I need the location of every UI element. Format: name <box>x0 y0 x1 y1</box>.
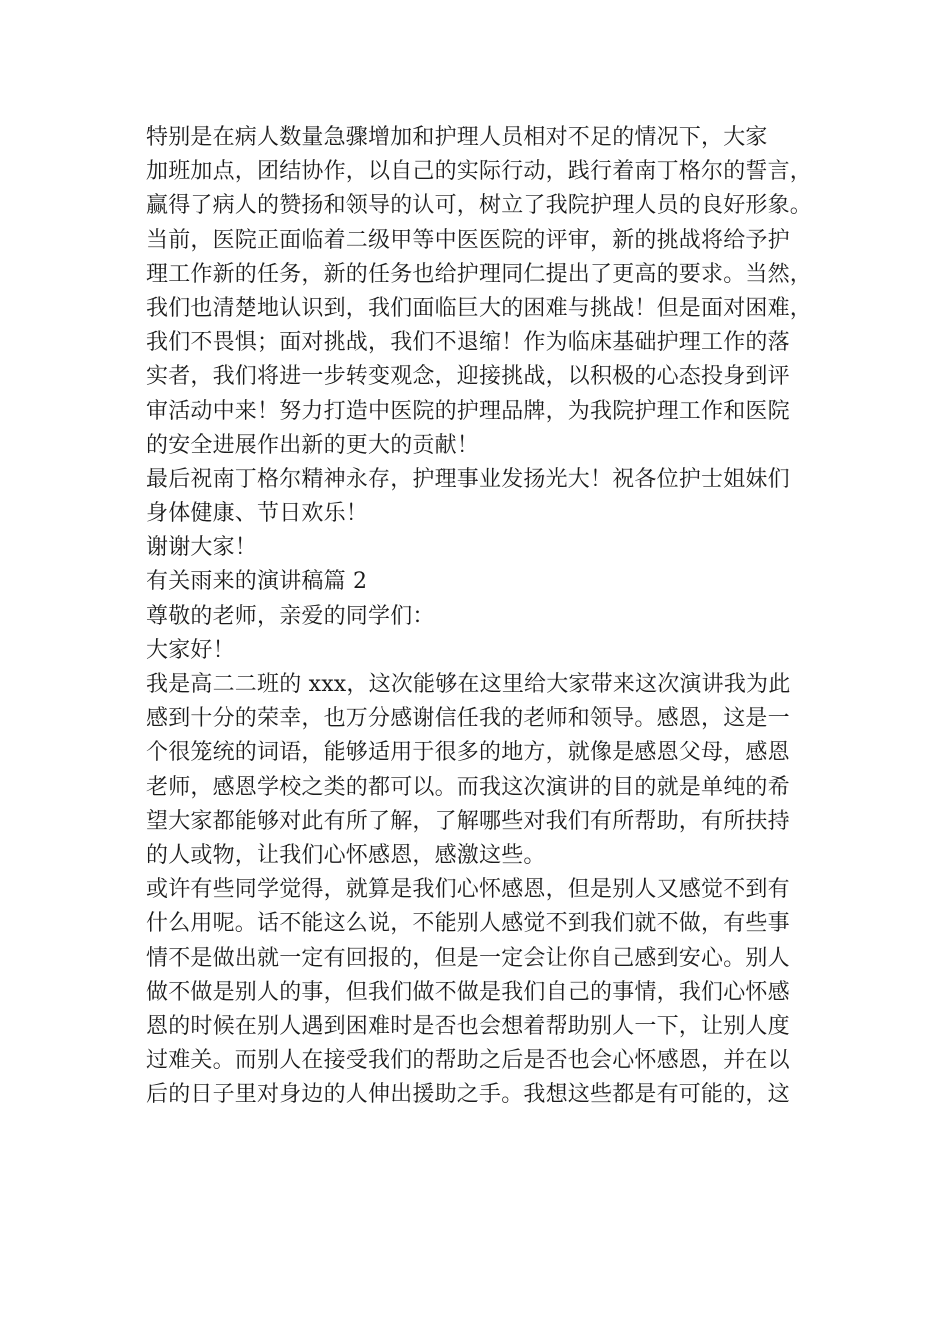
text-line: 的安全进展作出新的更大的贡献！ <box>146 432 480 458</box>
text-line: 做不做是别人的事，但我们做不做是我们自己的事情，我们心怀感 <box>146 979 790 1005</box>
text-line: 什么用呢。话不能这么说，不能别人感觉不到我们就不做，有些事 <box>146 911 790 937</box>
text-line: 情不是做出就一定有回报的，但是一定会让你自己感到安心。别人 <box>146 945 790 971</box>
text-line: 我是高二二班的 xxx，这次能够在这里给大家带来这次演讲我为此 <box>146 672 791 697</box>
text-line: 老师，感恩学校之类的都可以。而我这次演讲的目的就是单纯的希 <box>146 774 790 800</box>
text-line: 当前，医院正面临着二级甲等中医医院的评审，新的挑战将给予护 <box>146 227 790 253</box>
text-line: 理工作新的任务，新的任务也给护理同仁提出了更高的要求。当然， <box>146 261 813 287</box>
text-line: 大家好！ <box>146 637 235 663</box>
text-line: 特别是在病人数量急骤增加和护理人员相对不足的情况下，大家 <box>146 125 768 150</box>
text-line: 实者，我们将进一步转变观念，迎接挑战，以积极的心态投身到评 <box>146 364 790 390</box>
text-line: 赢得了病人的赞扬和领导的认可，树立了我院护理人员的良好形象。 <box>146 193 813 219</box>
document-body <box>146 121 836 1112</box>
text-line: 加班加点，团结协作，以自己的实际行动，践行着南丁格尔的誓言， <box>146 159 813 185</box>
text-line: 或许有些同学觉得，就算是我们心怀感恩，但是别人又感觉不到有 <box>146 877 790 903</box>
text-line: 审活动中来！努力打造中医院的护理品牌，为我院护理工作和医院 <box>146 398 790 424</box>
text-line: 后的日子里对身边的人伸出援助之手。我想这些都是有可能的，这 <box>146 1082 790 1108</box>
text-line: 最后祝南丁格尔精神永存，护理事业发扬光大！祝各位护士姐妹们 <box>146 466 790 492</box>
text-line: 个很笼统的词语，能够适用于很多的地方，就像是感恩父母，感恩 <box>146 740 790 766</box>
text-line: 恩的时候在别人遇到困难时是否也会想着帮助别人一下，让别人度 <box>146 1013 790 1039</box>
text-line: 身体健康、节日欢乐！ <box>146 501 369 527</box>
text-line: 谢谢大家！ <box>146 535 258 561</box>
text-line: 有关雨来的演讲稿篇 2 <box>146 569 368 595</box>
text-line: 我们也清楚地认识到，我们面临巨大的困难与挑战！但是面对困难， <box>146 295 813 321</box>
text-line: 的人或物，让我们心怀感恩，感激这些。 <box>146 842 546 868</box>
text-line: 过难关。而别人在接受我们的帮助之后是否也会心怀感恩，并在以 <box>146 1048 790 1074</box>
text-line: 尊敬的老师，亲爱的同学们： <box>146 603 435 629</box>
text-line: 我们不畏惧；面对挑战，我们不退缩！作为临床基础护理工作的落 <box>146 330 790 356</box>
text-line: 感到十分的荣幸，也万分感谢信任我的老师和领导。感恩，这是一 <box>146 706 790 732</box>
text-line: 望大家都能够对此有所了解，了解哪些对我们有所帮助，有所扶持 <box>146 808 790 834</box>
